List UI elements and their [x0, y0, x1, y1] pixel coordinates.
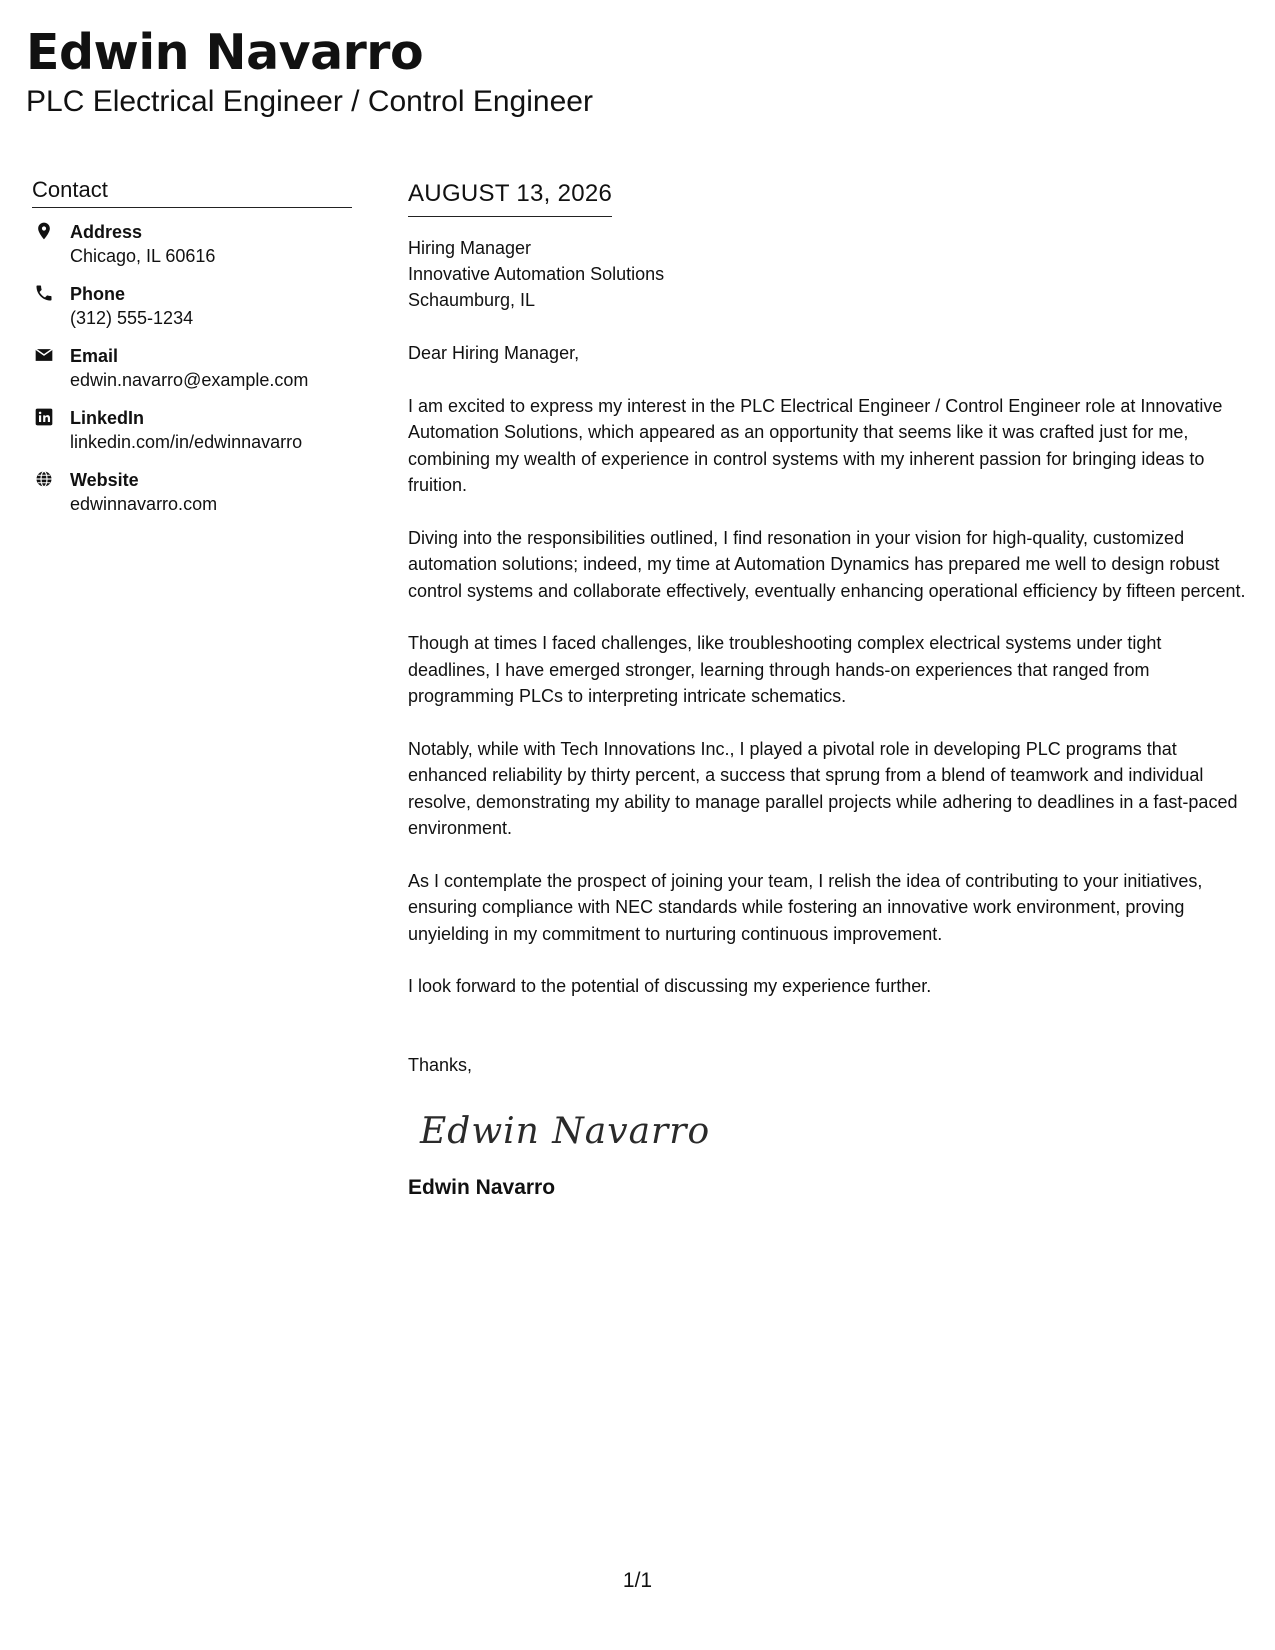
map-pin-icon [34, 221, 56, 243]
contact-sidebar [32, 176, 352, 530]
linkedin-icon [34, 407, 56, 429]
contact-label: Website [70, 470, 139, 490]
applicant-title: PLC Electrical Engineer / Control Engineer [26, 85, 593, 118]
contact-linkedin [32, 406, 352, 455]
salutation: Dear Hiring Manager, [408, 343, 580, 363]
letter-paragraph: As I contemplate the prospect of joining your team, I relish the idea of contributing to your initiatives, ensuring compliance with NEC standards while fostering an innovative work environment, proving unyielding in my commitment to nurturing continuous improvement. [408, 870, 1203, 944]
contact-address [32, 220, 352, 269]
cover-letter-body [408, 178, 1248, 1202]
recipient-block [408, 235, 1248, 313]
contact-value: linkedin.com/in/edwinnavarro [70, 432, 303, 452]
envelope-icon [34, 345, 56, 367]
resume-header [26, 22, 593, 120]
letter-paragraph: I am excited to express my interest in the PLC Electrical Engineer / Control Engineer role at Innovative Automation Solutions, which appeared as an opportunity that seems like it was crafted just for me, combining my wealth of experience in control systems with my inherent passion for bringing ideas to fruition. [408, 395, 1223, 495]
letter-paragraph: I look forward to the potential of discussing my experience further. [408, 976, 932, 996]
letter-date: AUGUST 13, 2026 [408, 178, 612, 217]
letter-paragraph: Notably, while with Tech Innovations Inc., I played a pivotal role in developing PLC programs that enhanced reliability by thirty percent, a success that sprung from a blend of teamwork and individual resolve, demonstrating my ability to manage parallel projects while adhering to deadlines in a fast-paced environment. [408, 738, 1238, 838]
phone-icon [34, 283, 56, 305]
applicant-name: Edwin Navarro [26, 24, 424, 81]
contact-value: Chicago, IL 60616 [70, 246, 216, 266]
letter-paragraph: Though at times I faced challenges, like troubleshooting complex electrical systems under tight deadlines, I have emerged stronger, learning through hands-on experiences that ranged from programming PLCs to interpreting intricate schematics. [408, 633, 1162, 706]
contact-value: (312) 555-1234 [70, 308, 194, 328]
contact-label: Phone [70, 284, 126, 304]
contact-website [32, 468, 352, 517]
recipient-line: Schaumburg, IL [408, 290, 536, 310]
globe-icon [34, 469, 56, 491]
contact-value: edwin.navarro@example.com [70, 370, 309, 390]
contact-label: Address [70, 222, 143, 242]
recipient-line: Hiring Manager [408, 238, 532, 258]
page-number: 1/1 [622, 1569, 653, 1592]
handwritten-signature: Edwin Navarro [420, 1111, 711, 1152]
recipient-line: Innovative Automation Solutions [408, 264, 665, 284]
contact-phone [32, 282, 352, 331]
letter-closing: Thanks, [408, 1054, 473, 1075]
contact-label: LinkedIn [70, 408, 145, 428]
contact-value: edwinnavarro.com [70, 494, 218, 514]
letter-paragraph: Diving into the responsibilities outlined, I find resonation in your vision for high-quality, customized automation solutions; indeed, my time at Automation Dynamics has prepared me well to design robust control systems and collaborate effectively, eventually enhancing operational efficiency by fifteen percent. [408, 527, 1246, 601]
signer-name: Edwin Navarro [408, 1176, 556, 1199]
contact-label: Email [70, 346, 119, 366]
contact-email [32, 344, 352, 393]
contact-heading: Contact [32, 176, 352, 208]
